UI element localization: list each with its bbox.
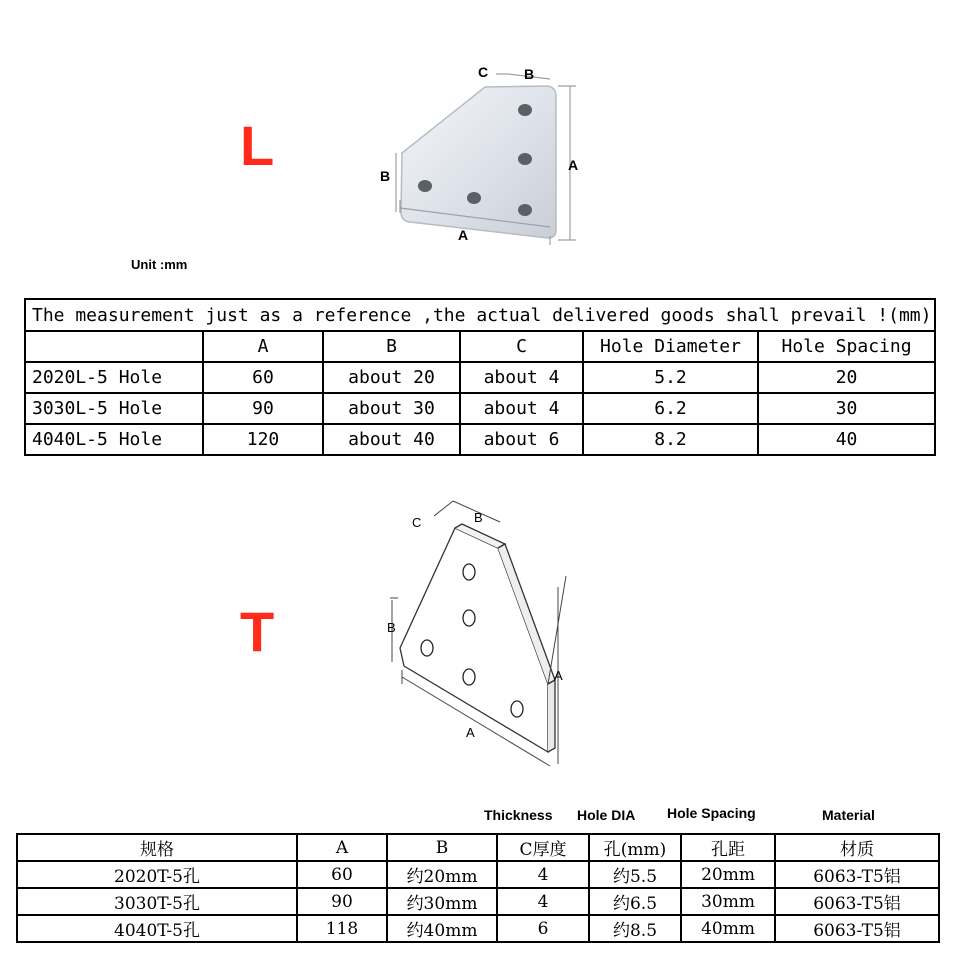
table-cell: about 4 [460, 393, 583, 424]
table-cell: 20mm [681, 861, 775, 888]
header-cell: 孔(mm) [589, 834, 681, 861]
hole [418, 180, 432, 192]
table-cell: about 30 [323, 393, 460, 424]
hole [518, 104, 532, 116]
table-cell: 4040L-5 Hole [25, 424, 203, 455]
table-row [17, 915, 939, 942]
t-plate [400, 528, 548, 752]
table-cell: 30mm [681, 888, 775, 915]
hole [421, 640, 433, 656]
table-cell: 约5.5 [589, 861, 681, 888]
table-row [25, 424, 935, 455]
hole [467, 192, 481, 204]
table-cell: 3030T-5孔 [17, 888, 297, 915]
table-cell: 2020L-5 Hole [25, 362, 203, 393]
table-cell: 4040T-5孔 [17, 915, 297, 942]
dim-b-left: B [387, 620, 396, 635]
header-cell: 孔距 [681, 834, 775, 861]
table-row [17, 861, 939, 888]
dim-c: C [478, 64, 489, 80]
table-cell: 约6.5 [589, 888, 681, 915]
table-header-row [25, 331, 935, 362]
table-cell: 3030L-5 Hole [25, 393, 203, 424]
table-cell: 90 [297, 888, 387, 915]
hole [463, 610, 475, 626]
table-cell: about 40 [323, 424, 460, 455]
measurement-note: The measurement just as a reference ,the actual delivered goods shall prevail !(mm) [25, 299, 935, 331]
hole-spacing-label: Hole Spacing [667, 805, 756, 821]
material-label: Material [822, 807, 875, 823]
table-cell: 6.2 [583, 393, 758, 424]
table-cell: 90 [203, 393, 323, 424]
table-cell: 6063-T5铝 [775, 915, 939, 942]
table-note-row [25, 299, 935, 331]
table-cell: 约40mm [387, 915, 497, 942]
table-row [17, 888, 939, 915]
table-cell: 5.2 [583, 362, 758, 393]
table-cell: 60 [203, 362, 323, 393]
table-cell: 40mm [681, 915, 775, 942]
table-cell: 约30mm [387, 888, 497, 915]
dim-b-top: B [524, 66, 535, 82]
table-cell: about 20 [323, 362, 460, 393]
table-header-row [17, 834, 939, 861]
hole [518, 204, 532, 216]
dim-b-left: B [380, 168, 391, 184]
dim-a-right: A [554, 668, 563, 683]
table-cell: 6 [497, 915, 589, 942]
table-cell: about 6 [460, 424, 583, 455]
header-cell: A [203, 331, 323, 362]
dim-b-top: B [474, 510, 483, 525]
header-cell: C [460, 331, 583, 362]
table-cell: 20 [758, 362, 935, 393]
thickness-label: Thickness [484, 807, 553, 823]
dim-c: C [412, 515, 422, 530]
t-spec-table [16, 833, 940, 943]
header-cell: C厚度 [497, 834, 589, 861]
hole [463, 669, 475, 685]
l-plate-diagram [370, 60, 590, 255]
header-cell: Hole Spacing [758, 331, 935, 362]
table-cell: 118 [297, 915, 387, 942]
hole-dia-label: Hole DIA [577, 807, 636, 823]
t-plate-diagram [380, 490, 580, 780]
table-cell: 约20mm [387, 861, 497, 888]
hole [511, 701, 523, 717]
table-cell: 6063-T5铝 [775, 888, 939, 915]
l-plate [401, 86, 556, 238]
table-cell: 2020T-5孔 [17, 861, 297, 888]
header-cell: Hole Diameter [583, 331, 758, 362]
header-cell: B [387, 834, 497, 861]
t-type-label: T [240, 600, 275, 663]
table-cell: 约8.5 [589, 915, 681, 942]
header-cell: B [323, 331, 460, 362]
l-spec-table [24, 298, 936, 456]
table-row [25, 393, 935, 424]
table-cell: 30 [758, 393, 935, 424]
unit-label: Unit :mm [131, 257, 188, 272]
table-cell: 40 [758, 424, 935, 455]
hole [463, 564, 475, 580]
header-cell: 材质 [775, 834, 939, 861]
header-cell [25, 331, 203, 362]
table-cell: 4 [497, 861, 589, 888]
table-cell: 60 [297, 861, 387, 888]
l-type-label: L [240, 114, 275, 177]
table-row [25, 362, 935, 393]
table-cell: 4 [497, 888, 589, 915]
header-cell: 规格 [17, 834, 297, 861]
hole [518, 153, 532, 165]
dim-a-right: A [568, 157, 579, 173]
dim-a-bottom: A [458, 227, 469, 243]
header-cell: A [297, 834, 387, 861]
table-cell: 120 [203, 424, 323, 455]
table-cell: 6063-T5铝 [775, 861, 939, 888]
table-cell: about 4 [460, 362, 583, 393]
dim-a-bottom: A [466, 725, 475, 740]
table-cell: 8.2 [583, 424, 758, 455]
